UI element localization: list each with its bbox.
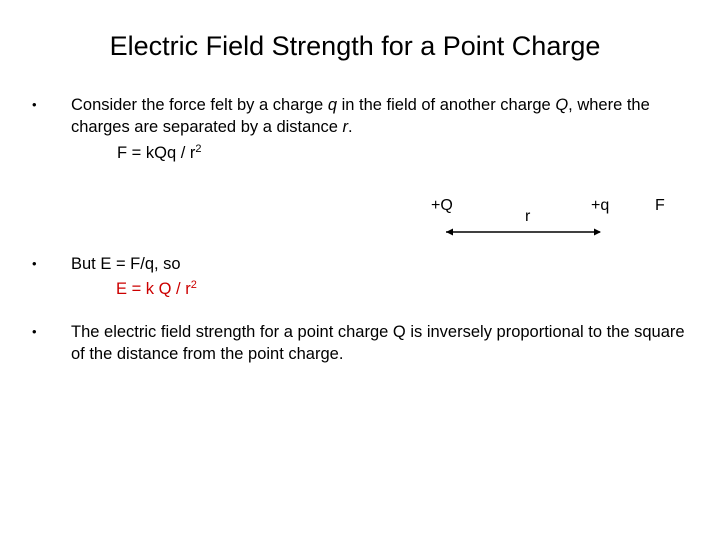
bullet-marker: • (32, 97, 37, 112)
bullet-1-text-end: . (348, 118, 353, 136)
bullet-1-Q: Q (555, 96, 569, 114)
bullet-1-text-part-1: Consider the force felt by a charge (71, 96, 328, 114)
distance-arrow-left-head (446, 229, 453, 236)
distance-arrow (440, 222, 620, 238)
coulomb-formula-text: F = kQq / r (117, 144, 196, 162)
bullet-1-text (71, 94, 691, 138)
bullet-1-q: q (327, 96, 337, 114)
bullet-marker: • (32, 324, 37, 339)
field-formula-text: E = k Q / r (116, 280, 191, 298)
charge-q-label: +q (591, 197, 610, 214)
distance-r-label: r (525, 208, 531, 225)
distance-arrow-right-head (594, 229, 601, 236)
force-F-label: F (655, 197, 665, 214)
field-formula (116, 278, 197, 300)
charge-Q-label: +Q (431, 197, 453, 214)
slide-title: Electric Field Strength for a Point Charge (109, 31, 601, 61)
bullet-2-text: But E = F/q, so (71, 255, 181, 273)
bullet-1-text-part-3: , where the charges are separated by a distance (71, 96, 650, 136)
coulomb-formula (117, 142, 202, 164)
bullet-1-r: r (342, 118, 349, 136)
bullet-1-text-part-2: in the field of another charge (337, 96, 556, 114)
bullet-3-text: The electric field strength for a point charge Q is inversely proportional to the square of the distance from the point charge. (71, 323, 685, 363)
coulomb-formula-exponent: 2 (195, 143, 202, 155)
bullet-marker: • (32, 256, 37, 271)
field-formula-exponent: 2 (190, 279, 197, 291)
